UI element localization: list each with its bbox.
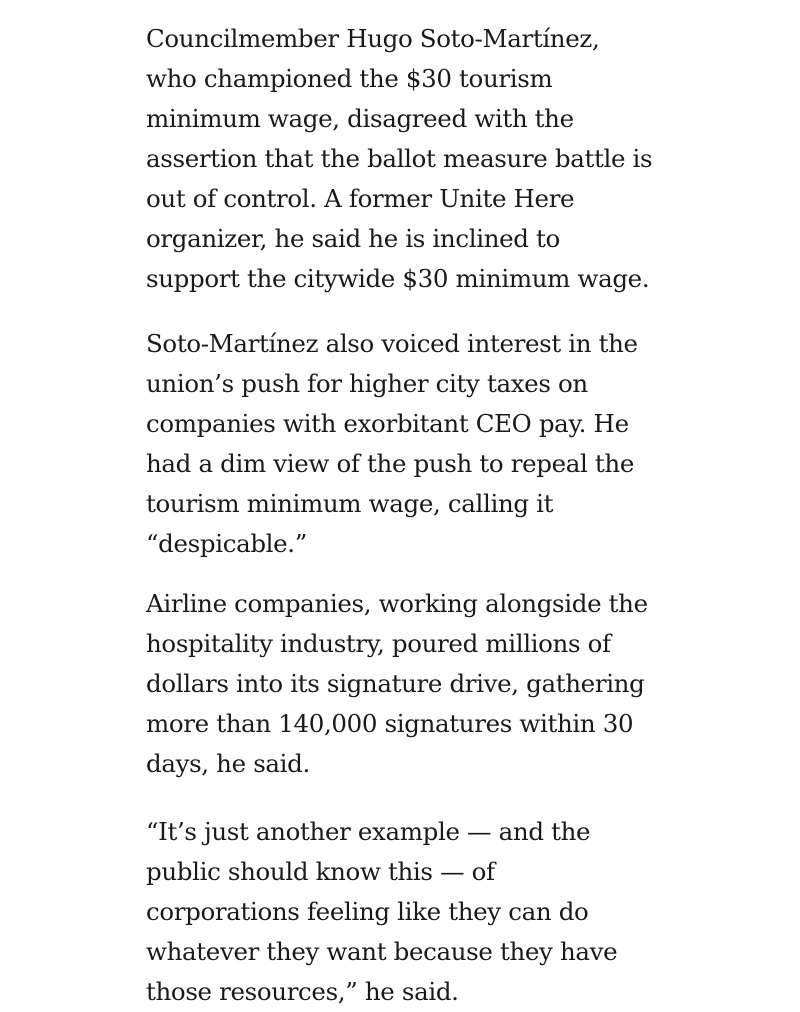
paragraph-line: more than 140,000 signatures within 30 [146,709,634,738]
paragraph-line: tourism minimum wage, calling it [146,489,554,518]
paragraph-line: had a dim view of the push to repeal the [146,449,634,478]
paragraph-line: “despicable.” [146,529,307,558]
paragraph-line: hospitality industry, poured millions of [146,629,611,658]
paragraph-line: whatever they want because they have [146,937,618,966]
paragraph-line: Airline companies, working alongside the [146,589,648,618]
paragraph-line: who championed the $30 tourism [146,64,553,93]
paragraph-line: out of control. A former Unite Here [146,184,575,213]
paragraph-line: “It’s just another example — and the [146,817,591,846]
paragraph-line: Councilmember Hugo Soto-Martínez, [146,24,600,53]
paragraph-line: assertion that the ballot measure battle is [146,144,653,173]
paragraph-line: dollars into its signature drive, gathering [146,669,645,698]
paragraph-line: Soto-Martínez also voiced interest in the [146,329,638,358]
paragraph-line: minimum wage, disagreed with the [146,104,574,133]
paragraph-4 [146,812,666,1012]
paragraph-3 [146,584,666,784]
paragraph-2 [146,324,666,564]
paragraph-line: union’s push for higher city taxes on [146,369,588,398]
paragraph-line: companies with exorbitant CEO pay. He [146,409,629,438]
paragraph-line: support the citywide $30 minimum wage. [146,264,650,293]
paragraph-1 [146,19,666,299]
paragraph-line: corporations feeling like they can do [146,897,589,926]
paragraph-line: days, he said. [146,749,310,778]
paragraph-line: those resources,” he said. [146,977,459,1006]
paragraph-line: public should know this — of [146,857,495,886]
paragraph-line: organizer, he said he is inclined to [146,224,560,253]
